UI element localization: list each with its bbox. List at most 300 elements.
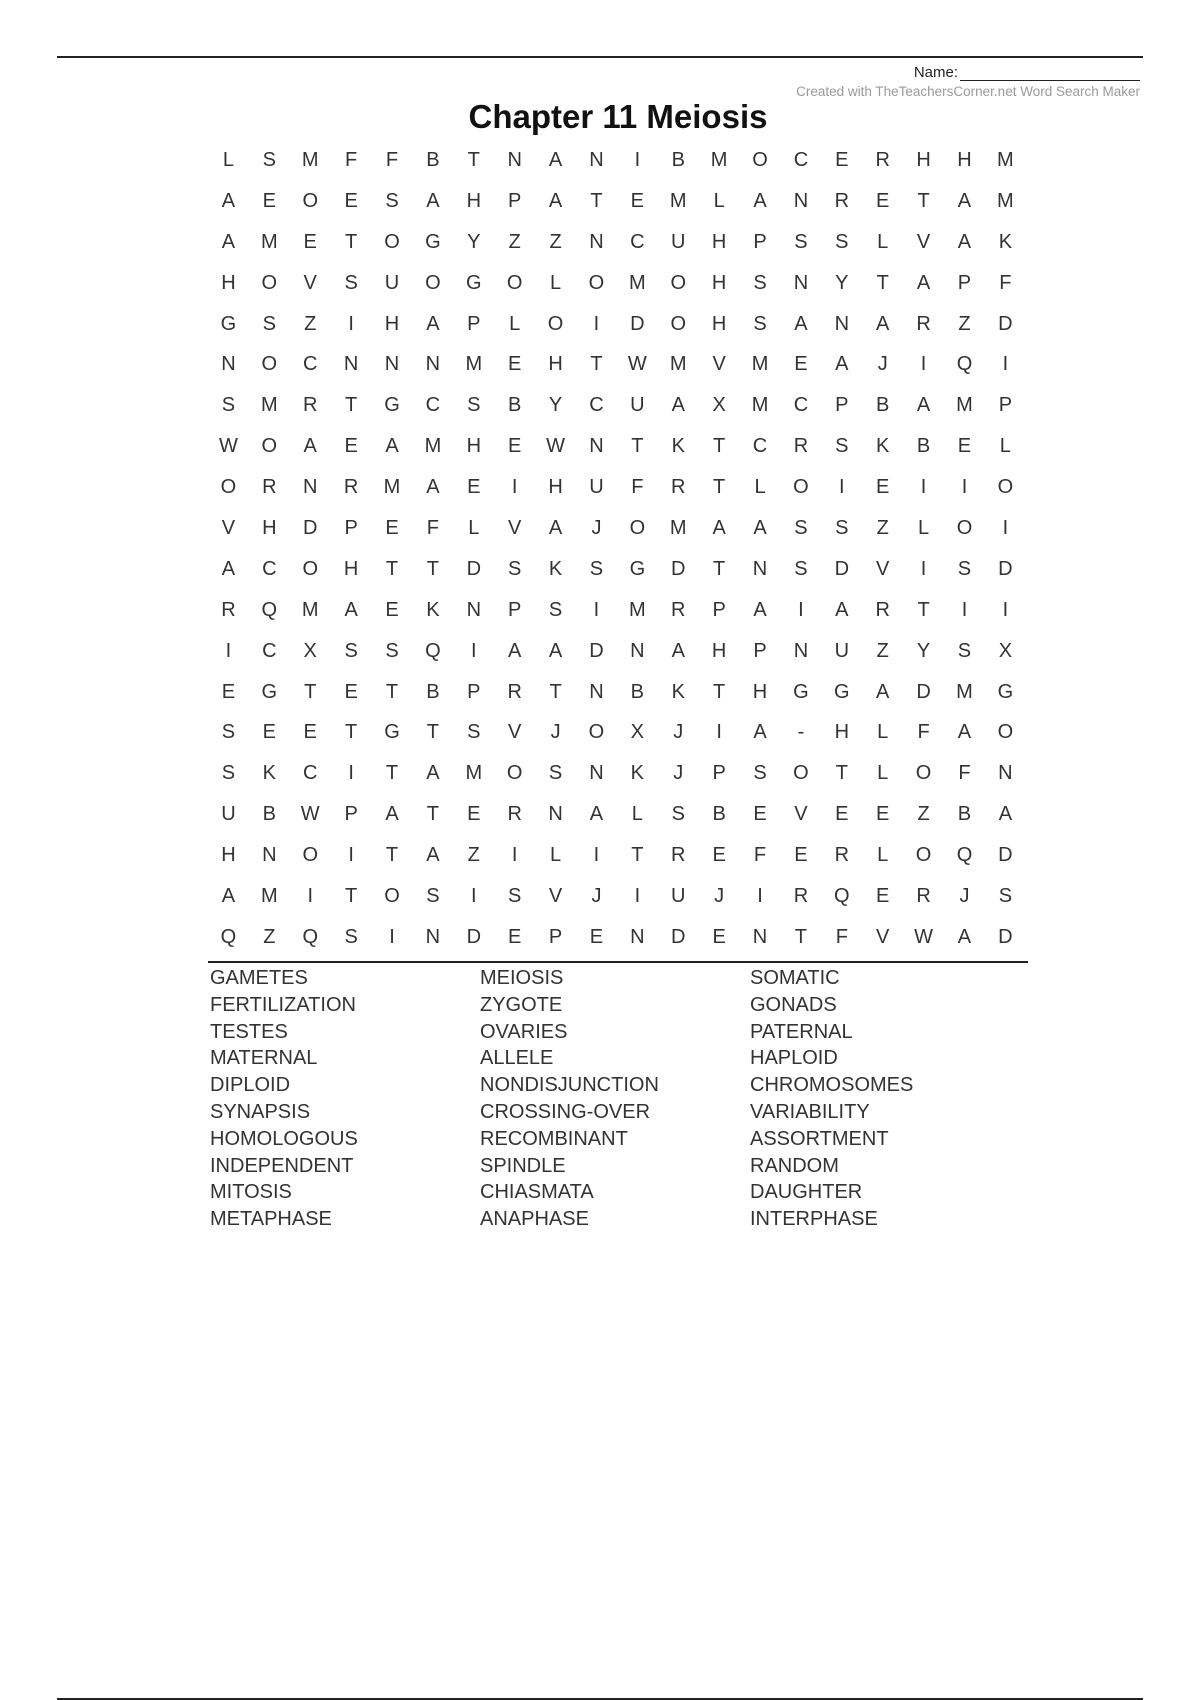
grid-letter[interactable]: S: [794, 516, 808, 539]
grid-letter[interactable]: B: [262, 803, 276, 826]
grid-letter[interactable]: U: [630, 394, 645, 417]
grid-letter[interactable]: A: [957, 721, 972, 744]
grid-letter[interactable]: T: [631, 435, 644, 458]
grid-letter[interactable]: S: [344, 925, 358, 948]
grid-letter[interactable]: H: [711, 271, 727, 294]
grid-letter[interactable]: A: [426, 312, 440, 335]
grid-letter[interactable]: N: [589, 680, 604, 703]
grid-letter[interactable]: A: [344, 598, 358, 621]
grid-letter[interactable]: U: [384, 271, 400, 294]
grid-letter[interactable]: A: [794, 312, 808, 335]
grid-letter[interactable]: M: [301, 148, 319, 171]
grid-letter[interactable]: P: [957, 271, 972, 294]
grid-letter[interactable]: H: [548, 476, 563, 499]
grid-letter[interactable]: C: [752, 435, 768, 458]
grid-letter[interactable]: H: [221, 844, 236, 867]
grid-letter[interactable]: M: [383, 476, 401, 499]
grid-letter[interactable]: S: [835, 516, 849, 539]
grid-letter[interactable]: H: [752, 680, 768, 703]
grid-letter[interactable]: D: [589, 639, 604, 662]
grid-letter[interactable]: A: [876, 312, 890, 335]
grid-letter[interactable]: C: [793, 148, 809, 171]
grid-letter[interactable]: W: [219, 435, 238, 458]
grid-letter[interactable]: F: [385, 148, 399, 171]
grid-letter[interactable]: E: [794, 353, 808, 376]
grid-letter[interactable]: E: [221, 680, 236, 703]
grid-letter[interactable]: P: [753, 639, 767, 662]
grid-letter[interactable]: M: [956, 680, 973, 703]
grid-letter[interactable]: S: [467, 394, 481, 417]
grid-letter[interactable]: F: [835, 925, 848, 948]
grid-letter[interactable]: T: [794, 925, 808, 948]
grid-letter[interactable]: A: [753, 516, 767, 539]
grid-letter[interactable]: O: [506, 762, 523, 785]
grid-letter[interactable]: C: [425, 394, 441, 417]
grid-letter[interactable]: A: [385, 803, 399, 826]
grid-letter[interactable]: A: [221, 557, 236, 580]
grid-letter[interactable]: E: [385, 516, 399, 539]
grid-letter[interactable]: E: [303, 230, 317, 253]
grid-letter[interactable]: I: [757, 884, 763, 907]
grid-letter[interactable]: A: [957, 230, 972, 253]
grid-letter[interactable]: I: [920, 476, 927, 499]
grid-letter[interactable]: T: [713, 435, 726, 458]
grid-letter[interactable]: A: [385, 435, 399, 458]
grid-letter[interactable]: T: [876, 271, 889, 294]
grid-letter[interactable]: T: [345, 884, 358, 907]
grid-letter[interactable]: T: [345, 721, 358, 744]
grid-letter[interactable]: O: [793, 762, 809, 785]
grid-letter[interactable]: E: [262, 721, 276, 744]
grid-letter[interactable]: J: [550, 721, 561, 744]
grid-letter[interactable]: N: [834, 312, 850, 335]
grid-letter[interactable]: A: [589, 803, 604, 826]
grid-letter[interactable]: A: [508, 639, 522, 662]
grid-letter[interactable]: C: [262, 557, 277, 580]
grid-letter[interactable]: I: [225, 639, 232, 662]
grid-letter[interactable]: E: [876, 803, 890, 826]
grid-letter[interactable]: H: [711, 312, 727, 335]
grid-letter[interactable]: O: [384, 884, 400, 907]
grid-letter[interactable]: M: [629, 598, 646, 621]
grid-letter[interactable]: P: [344, 803, 358, 826]
grid-letter[interactable]: S: [221, 721, 236, 744]
grid-letter[interactable]: E: [876, 189, 890, 212]
grid-letter[interactable]: Z: [304, 312, 317, 335]
grid-letter[interactable]: B: [508, 394, 522, 417]
word-search-grid[interactable]: [208, 140, 1026, 958]
grid-letter[interactable]: C: [589, 394, 604, 417]
grid-letter[interactable]: Q: [261, 598, 278, 621]
grid-letter[interactable]: E: [262, 189, 276, 212]
grid-letter[interactable]: I: [961, 476, 968, 499]
grid-letter[interactable]: H: [548, 353, 563, 376]
grid-letter[interactable]: J: [714, 884, 725, 907]
grid-letter[interactable]: E: [508, 353, 522, 376]
grid-letter[interactable]: S: [753, 312, 767, 335]
grid-letter[interactable]: V: [712, 353, 726, 376]
grid-letter[interactable]: P: [508, 189, 522, 212]
grid-letter[interactable]: N: [752, 925, 768, 948]
grid-letter[interactable]: L: [999, 435, 1011, 458]
grid-letter[interactable]: K: [998, 230, 1013, 253]
grid-letter[interactable]: L: [918, 516, 930, 539]
grid-letter[interactable]: A: [876, 680, 890, 703]
grid-letter[interactable]: W: [300, 803, 320, 826]
grid-letter[interactable]: I: [716, 721, 722, 744]
grid-letter[interactable]: T: [385, 762, 399, 785]
grid-letter[interactable]: N: [630, 925, 645, 948]
grid-letter[interactable]: X: [712, 394, 726, 417]
grid-letter[interactable]: A: [916, 271, 931, 294]
grid-letter[interactable]: Q: [302, 925, 318, 948]
grid-letter[interactable]: N: [343, 353, 359, 376]
grid-letter[interactable]: M: [751, 394, 769, 417]
grid-letter[interactable]: P: [712, 598, 726, 621]
grid-letter[interactable]: M: [424, 435, 442, 458]
grid-letter[interactable]: -: [797, 721, 805, 744]
grid-letter[interactable]: L: [754, 476, 766, 499]
grid-letter[interactable]: X: [303, 639, 317, 662]
grid-letter[interactable]: K: [262, 762, 276, 785]
grid-letter[interactable]: R: [875, 148, 890, 171]
grid-letter[interactable]: J: [591, 516, 602, 539]
grid-letter[interactable]: B: [426, 148, 440, 171]
grid-letter[interactable]: I: [1002, 353, 1009, 376]
grid-letter[interactable]: I: [307, 884, 313, 907]
grid-letter[interactable]: T: [713, 557, 726, 580]
grid-letter[interactable]: S: [998, 884, 1013, 907]
grid-letter[interactable]: S: [835, 230, 849, 253]
grid-letter[interactable]: S: [835, 435, 849, 458]
grid-letter[interactable]: S: [344, 639, 358, 662]
grid-letter[interactable]: A: [753, 721, 767, 744]
grid-letter[interactable]: I: [1002, 598, 1009, 621]
grid-letter[interactable]: A: [957, 925, 972, 948]
grid-letter[interactable]: G: [629, 557, 646, 580]
grid-letter[interactable]: H: [711, 639, 727, 662]
grid-letter[interactable]: S: [753, 762, 767, 785]
grid-letter[interactable]: B: [671, 148, 685, 171]
grid-letter[interactable]: Z: [958, 312, 971, 335]
grid-letter[interactable]: U: [589, 476, 604, 499]
grid-letter[interactable]: D: [630, 312, 645, 335]
grid-letter[interactable]: A: [835, 353, 849, 376]
grid-letter[interactable]: D: [998, 925, 1013, 948]
grid-letter[interactable]: T: [590, 189, 603, 212]
grid-letter[interactable]: T: [713, 680, 726, 703]
grid-letter[interactable]: T: [835, 762, 848, 785]
grid-letter[interactable]: N: [589, 148, 604, 171]
grid-letter[interactable]: L: [509, 312, 521, 335]
grid-letter[interactable]: E: [835, 148, 849, 171]
grid-letter[interactable]: S: [753, 271, 767, 294]
grid-letter[interactable]: A: [957, 189, 972, 212]
grid-letter[interactable]: Y: [835, 271, 849, 294]
grid-letter[interactable]: O: [302, 557, 318, 580]
grid-letter[interactable]: A: [753, 598, 767, 621]
grid-letter[interactable]: N: [589, 230, 604, 253]
grid-letter[interactable]: E: [344, 189, 358, 212]
grid-letter[interactable]: Z: [876, 516, 889, 539]
grid-letter[interactable]: C: [262, 639, 277, 662]
grid-letter[interactable]: I: [798, 598, 804, 621]
grid-letter[interactable]: P: [835, 394, 849, 417]
grid-letter[interactable]: O: [752, 148, 768, 171]
grid-letter[interactable]: O: [220, 476, 237, 499]
grid-letter[interactable]: V: [303, 271, 317, 294]
grid-letter[interactable]: S: [548, 762, 563, 785]
grid-letter[interactable]: F: [958, 762, 971, 785]
grid-letter[interactable]: T: [426, 721, 439, 744]
grid-letter[interactable]: A: [221, 884, 236, 907]
grid-letter[interactable]: O: [956, 516, 973, 539]
grid-letter[interactable]: T: [917, 189, 930, 212]
grid-letter[interactable]: V: [794, 803, 808, 826]
grid-letter[interactable]: R: [507, 803, 522, 826]
grid-letter[interactable]: R: [221, 598, 236, 621]
grid-letter[interactable]: R: [507, 680, 522, 703]
grid-letter[interactable]: M: [997, 148, 1014, 171]
grid-letter[interactable]: E: [344, 435, 358, 458]
grid-letter[interactable]: L: [550, 844, 562, 867]
grid-letter[interactable]: Z: [467, 844, 480, 867]
grid-letter[interactable]: S: [385, 639, 399, 662]
grid-letter[interactable]: E: [467, 803, 481, 826]
grid-letter[interactable]: D: [466, 557, 482, 580]
grid-letter[interactable]: J: [877, 353, 888, 376]
grid-letter[interactable]: H: [957, 148, 972, 171]
grid-letter[interactable]: B: [957, 803, 972, 826]
grid-letter[interactable]: S: [221, 762, 236, 785]
grid-letter[interactable]: E: [589, 925, 604, 948]
grid-letter[interactable]: G: [793, 680, 809, 703]
grid-letter[interactable]: G: [425, 230, 441, 253]
grid-letter[interactable]: S: [794, 557, 808, 580]
grid-letter[interactable]: S: [589, 557, 604, 580]
grid-letter[interactable]: K: [548, 557, 563, 580]
grid-letter[interactable]: P: [467, 680, 481, 703]
grid-letter[interactable]: V: [876, 925, 890, 948]
grid-letter[interactable]: Q: [220, 925, 237, 948]
grid-letter[interactable]: N: [793, 189, 809, 212]
grid-letter[interactable]: D: [834, 557, 850, 580]
grid-letter[interactable]: N: [384, 353, 400, 376]
grid-letter[interactable]: N: [793, 271, 809, 294]
grid-letter[interactable]: I: [511, 844, 518, 867]
grid-letter[interactable]: S: [344, 271, 358, 294]
grid-letter[interactable]: E: [712, 925, 726, 948]
grid-letter[interactable]: A: [303, 435, 317, 458]
grid-letter[interactable]: E: [344, 680, 358, 703]
grid-letter[interactable]: A: [548, 516, 563, 539]
grid-letter[interactable]: M: [751, 353, 769, 376]
grid-letter[interactable]: A: [426, 844, 440, 867]
grid-letter[interactable]: A: [671, 394, 685, 417]
grid-letter[interactable]: O: [588, 271, 605, 294]
grid-letter[interactable]: G: [384, 394, 400, 417]
grid-letter[interactable]: A: [916, 394, 931, 417]
grid-letter[interactable]: E: [876, 884, 890, 907]
grid-letter[interactable]: O: [915, 762, 932, 785]
grid-letter[interactable]: H: [466, 189, 482, 212]
grid-letter[interactable]: M: [301, 598, 319, 621]
grid-letter[interactable]: N: [262, 844, 277, 867]
grid-letter[interactable]: C: [303, 353, 318, 376]
grid-letter[interactable]: L: [222, 148, 234, 171]
grid-letter[interactable]: Z: [549, 230, 562, 253]
grid-letter[interactable]: N: [548, 803, 563, 826]
grid-letter[interactable]: C: [793, 394, 809, 417]
grid-letter[interactable]: Z: [917, 803, 930, 826]
grid-letter[interactable]: R: [834, 189, 850, 212]
grid-letter[interactable]: I: [920, 353, 927, 376]
grid-letter[interactable]: K: [671, 680, 685, 703]
grid-letter[interactable]: D: [303, 516, 318, 539]
grid-letter[interactable]: J: [591, 884, 602, 907]
grid-letter[interactable]: N: [303, 476, 318, 499]
grid-letter[interactable]: G: [466, 271, 482, 294]
grid-letter[interactable]: R: [793, 435, 809, 458]
grid-letter[interactable]: I: [634, 148, 641, 171]
grid-letter[interactable]: T: [385, 844, 399, 867]
grid-letter[interactable]: I: [593, 598, 600, 621]
grid-letter[interactable]: L: [468, 516, 480, 539]
grid-letter[interactable]: S: [671, 803, 685, 826]
grid-letter[interactable]: I: [1002, 516, 1009, 539]
grid-letter[interactable]: M: [261, 884, 278, 907]
grid-letter[interactable]: T: [345, 394, 358, 417]
grid-letter[interactable]: N: [793, 639, 809, 662]
grid-letter[interactable]: N: [589, 435, 604, 458]
grid-letter[interactable]: B: [712, 803, 726, 826]
grid-letter[interactable]: A: [753, 189, 767, 212]
grid-letter[interactable]: E: [630, 189, 645, 212]
grid-letter[interactable]: S: [957, 639, 972, 662]
grid-letter[interactable]: E: [957, 435, 972, 458]
grid-letter[interactable]: O: [384, 230, 400, 253]
grid-letter[interactable]: E: [508, 435, 522, 458]
grid-letter[interactable]: A: [548, 639, 563, 662]
grid-letter[interactable]: A: [671, 639, 685, 662]
grid-letter[interactable]: H: [262, 516, 277, 539]
grid-letter[interactable]: C: [630, 230, 645, 253]
grid-letter[interactable]: D: [671, 557, 686, 580]
grid-letter[interactable]: R: [671, 476, 686, 499]
grid-letter[interactable]: R: [875, 598, 890, 621]
grid-letter[interactable]: L: [877, 721, 889, 744]
grid-letter[interactable]: N: [221, 353, 236, 376]
grid-letter[interactable]: A: [426, 189, 440, 212]
grid-letter[interactable]: E: [385, 598, 399, 621]
grid-letter[interactable]: V: [876, 557, 890, 580]
grid-letter[interactable]: U: [671, 884, 686, 907]
grid-letter[interactable]: R: [916, 312, 931, 335]
grid-letter[interactable]: U: [221, 803, 236, 826]
grid-letter[interactable]: G: [997, 680, 1014, 703]
grid-letter[interactable]: K: [630, 762, 645, 785]
grid-letter[interactable]: I: [634, 884, 641, 907]
grid-letter[interactable]: D: [998, 844, 1013, 867]
grid-letter[interactable]: H: [834, 721, 850, 744]
grid-letter[interactable]: N: [589, 762, 604, 785]
grid-letter[interactable]: T: [631, 844, 644, 867]
grid-letter[interactable]: Z: [263, 925, 276, 948]
grid-letter[interactable]: P: [998, 394, 1013, 417]
grid-letter[interactable]: T: [549, 680, 562, 703]
grid-letter[interactable]: V: [548, 884, 563, 907]
grid-letter[interactable]: S: [221, 394, 236, 417]
grid-letter[interactable]: A: [712, 516, 726, 539]
grid-letter[interactable]: M: [669, 189, 687, 212]
grid-letter[interactable]: M: [669, 353, 687, 376]
grid-letter[interactable]: L: [550, 271, 562, 294]
grid-letter[interactable]: L: [877, 762, 889, 785]
grid-letter[interactable]: S: [957, 557, 972, 580]
grid-letter[interactable]: S: [548, 598, 563, 621]
grid-letter[interactable]: J: [959, 884, 970, 907]
grid-letter[interactable]: I: [389, 925, 395, 948]
grid-letter[interactable]: N: [630, 639, 645, 662]
grid-letter[interactable]: X: [998, 639, 1013, 662]
grid-letter[interactable]: V: [221, 516, 236, 539]
grid-letter[interactable]: H: [711, 230, 727, 253]
grid-letter[interactable]: E: [712, 844, 726, 867]
grid-letter[interactable]: L: [631, 803, 643, 826]
grid-letter[interactable]: M: [261, 230, 278, 253]
grid-letter[interactable]: T: [467, 148, 480, 171]
grid-letter[interactable]: I: [471, 884, 477, 907]
grid-letter[interactable]: R: [671, 844, 686, 867]
grid-letter[interactable]: M: [629, 271, 646, 294]
grid-letter[interactable]: V: [508, 516, 522, 539]
grid-letter[interactable]: W: [546, 435, 566, 458]
grid-letter[interactable]: Z: [508, 230, 521, 253]
grid-letter[interactable]: A: [835, 598, 849, 621]
grid-letter[interactable]: T: [713, 476, 726, 499]
grid-letter[interactable]: O: [997, 721, 1014, 744]
grid-letter[interactable]: F: [345, 148, 358, 171]
grid-letter[interactable]: S: [385, 189, 399, 212]
grid-letter[interactable]: Y: [548, 394, 563, 417]
grid-letter[interactable]: R: [262, 476, 277, 499]
grid-letter[interactable]: O: [629, 516, 646, 539]
grid-letter[interactable]: K: [876, 435, 890, 458]
grid-letter[interactable]: N: [752, 557, 768, 580]
grid-letter[interactable]: Q: [956, 844, 973, 867]
grid-letter[interactable]: M: [997, 189, 1014, 212]
grid-letter[interactable]: D: [671, 925, 686, 948]
grid-letter[interactable]: Y: [467, 230, 481, 253]
grid-letter[interactable]: Y: [916, 639, 931, 662]
grid-letter[interactable]: O: [506, 271, 523, 294]
grid-letter[interactable]: N: [425, 353, 441, 376]
grid-letter[interactable]: H: [916, 148, 931, 171]
grid-letter[interactable]: M: [261, 394, 278, 417]
grid-letter[interactable]: W: [914, 925, 934, 948]
grid-letter[interactable]: N: [425, 925, 441, 948]
grid-letter[interactable]: M: [669, 516, 687, 539]
grid-letter[interactable]: G: [384, 721, 400, 744]
grid-letter[interactable]: D: [466, 925, 482, 948]
grid-letter[interactable]: L: [877, 230, 889, 253]
grid-letter[interactable]: E: [876, 476, 890, 499]
grid-letter[interactable]: M: [465, 762, 483, 785]
grid-letter[interactable]: S: [794, 230, 808, 253]
grid-letter[interactable]: B: [426, 680, 440, 703]
grid-letter[interactable]: I: [471, 639, 477, 662]
grid-letter[interactable]: H: [343, 557, 359, 580]
